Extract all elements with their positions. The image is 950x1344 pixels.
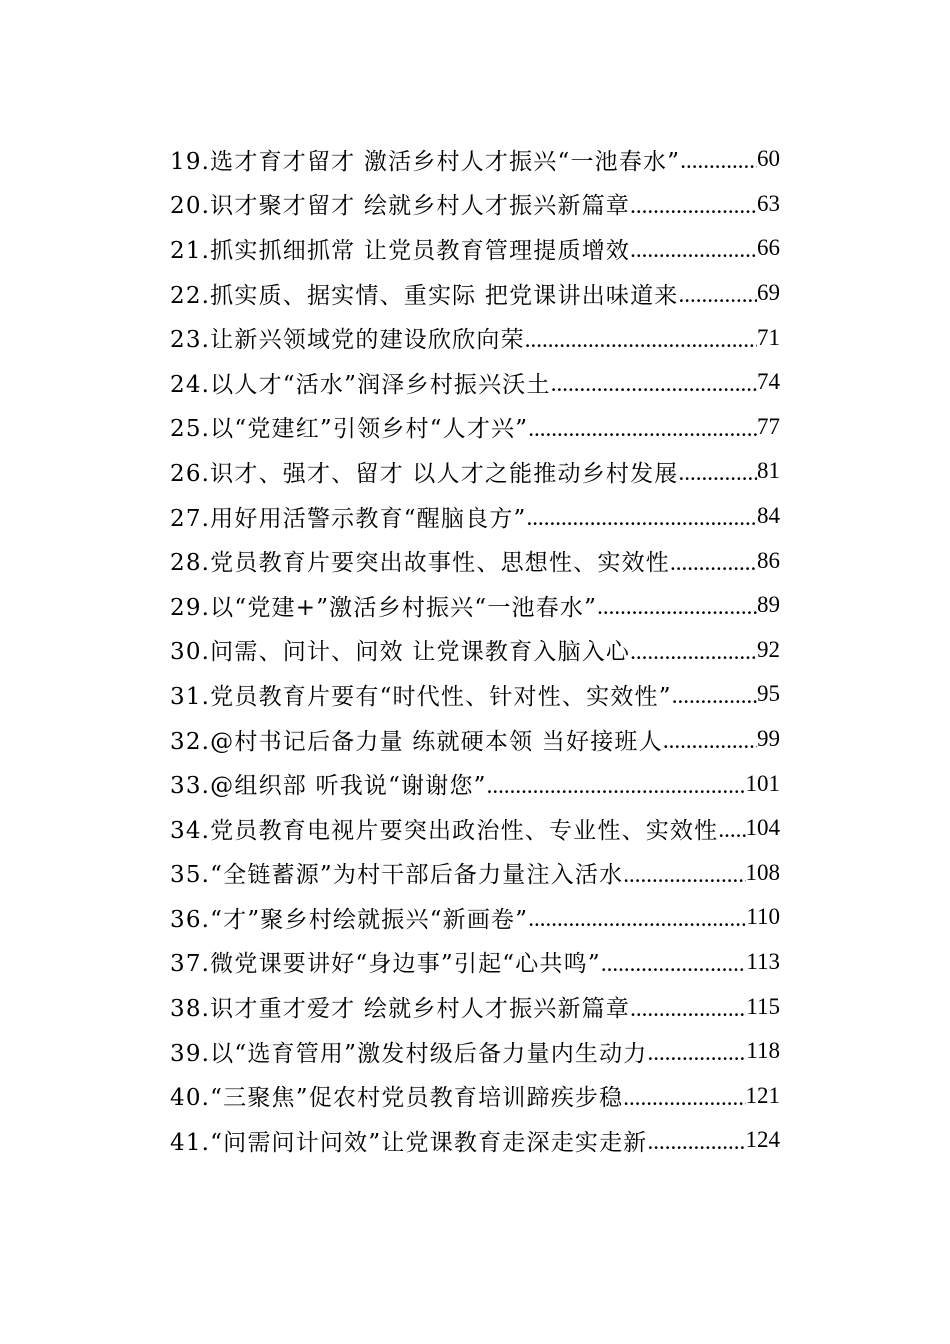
toc-dot-leader bbox=[630, 996, 746, 1022]
toc-entry-title: 37.微党课要讲好“身边事”引起“心共鸣” bbox=[170, 951, 601, 978]
toc-entry[interactable] bbox=[170, 315, 780, 360]
toc-entry-title: 24.以人才“活水”润泽乡村振兴沃土 bbox=[170, 371, 551, 398]
toc-entry[interactable] bbox=[170, 984, 780, 1029]
toc-entry-page-number: 86 bbox=[757, 547, 780, 573]
toc-dot-leader bbox=[528, 906, 746, 932]
toc-dot-leader bbox=[663, 728, 757, 754]
toc-entry-page-number: 77 bbox=[757, 413, 780, 439]
toc-entry-title: 29.以“党建+”激活乡村振兴“一池春水” bbox=[170, 594, 598, 621]
toc-entry-title: 31.党员教育片要有“时代性、针对性、实效性” bbox=[170, 683, 672, 710]
toc-entry-title: 35.“全链蓄源”为村干部后备力量注入活水 bbox=[170, 862, 624, 889]
toc-entry-page-number: 66 bbox=[757, 235, 780, 261]
toc-entry-title: 23.让新兴领域党的建设欣欣向荣 bbox=[170, 327, 525, 354]
toc-entry[interactable] bbox=[170, 1073, 780, 1118]
toc-entry-page-number: 81 bbox=[757, 458, 780, 484]
toc-dot-leader bbox=[630, 237, 757, 263]
toc-entry-page-number: 115 bbox=[746, 993, 780, 1019]
toc-entry-title: 34.党员教育电视片要突出政治性、专业性、实效性 bbox=[170, 817, 719, 844]
toc-entry[interactable] bbox=[170, 851, 780, 896]
toc-dot-leader bbox=[679, 282, 758, 308]
toc-entry[interactable] bbox=[170, 1118, 780, 1163]
toc-entry[interactable] bbox=[170, 628, 780, 673]
toc-entry-page-number: 63 bbox=[757, 190, 780, 216]
toc-entry[interactable] bbox=[170, 360, 780, 405]
toc-entry-page-number: 118 bbox=[746, 1038, 780, 1064]
toc-entry-page-number: 110 bbox=[746, 904, 780, 930]
toc-entry-title: 22.抓实质、据实情、重实际 把党课讲出味道来 bbox=[170, 282, 679, 309]
toc-dot-leader bbox=[680, 148, 757, 174]
toc-entry-title: 27.用好用活警示教育“醒脑良方” bbox=[170, 505, 527, 532]
toc-entry[interactable] bbox=[170, 182, 780, 227]
toc-entry[interactable] bbox=[170, 672, 780, 717]
toc-entry-title: 41.“问需问计问效”让党课教育走深走实走新 bbox=[170, 1129, 648, 1156]
toc-dot-leader bbox=[551, 371, 757, 397]
toc-entry-page-number: 71 bbox=[757, 324, 780, 350]
toc-entry-page-number: 101 bbox=[745, 770, 780, 796]
toc-entry[interactable] bbox=[170, 494, 780, 539]
toc-dot-leader bbox=[679, 460, 758, 486]
toc-entry[interactable] bbox=[170, 405, 780, 450]
toc-entry-page-number: 95 bbox=[757, 681, 780, 707]
toc-dot-leader bbox=[525, 327, 757, 353]
toc-dot-leader bbox=[670, 550, 757, 576]
toc-entry-title: 20.识才聚才留才 绘就乡村人才振兴新篇章 bbox=[170, 193, 631, 220]
toc-entry[interactable] bbox=[170, 271, 780, 316]
toc-dot-leader bbox=[672, 683, 757, 709]
toc-entry[interactable] bbox=[170, 940, 780, 985]
toc-dot-leader bbox=[601, 951, 747, 977]
toc-entry-title: 26.识才、强才、留才 以人才之能推动乡村发展 bbox=[170, 460, 679, 487]
toc-entry-title: 28.党员教育片要突出故事性、思想性、实效性 bbox=[170, 550, 670, 577]
toc-entry-page-number: 113 bbox=[746, 948, 780, 974]
toc-entry-page-number: 92 bbox=[757, 636, 780, 662]
toc-entry[interactable] bbox=[170, 717, 780, 762]
toc-dot-leader bbox=[528, 416, 757, 442]
table-of-contents bbox=[170, 137, 780, 1163]
toc-dot-leader bbox=[630, 639, 757, 665]
toc-dot-leader bbox=[487, 773, 746, 799]
toc-dot-leader bbox=[630, 193, 757, 219]
toc-entry-page-number: 121 bbox=[745, 1082, 780, 1108]
toc-entry[interactable] bbox=[170, 226, 780, 271]
toc-entry-page-number: 104 bbox=[745, 815, 780, 841]
toc-dot-leader bbox=[597, 594, 757, 620]
toc-entry-title: 38.识才重才爱才 绘就乡村人才振兴新篇章 bbox=[170, 996, 631, 1023]
toc-entry[interactable] bbox=[170, 538, 780, 583]
toc-entry[interactable] bbox=[170, 895, 780, 940]
toc-entry[interactable] bbox=[170, 806, 780, 851]
toc-entry[interactable] bbox=[170, 1029, 780, 1074]
toc-dot-leader bbox=[623, 862, 745, 888]
toc-entry-title: 30.问需、问计、问效 让党课教育入脑入心 bbox=[170, 639, 631, 666]
toc-entry[interactable] bbox=[170, 583, 780, 628]
toc-dot-leader bbox=[623, 1085, 745, 1111]
toc-entry-title: 39.以“选育管用”激发村级后备力量内生动力 bbox=[170, 1040, 648, 1067]
toc-entry-page-number: 69 bbox=[757, 280, 780, 306]
toc-entry-page-number: 60 bbox=[757, 146, 780, 172]
toc-entry-title: 21.抓实抓细抓常 让党员教育管理提质增效 bbox=[170, 237, 631, 264]
toc-entry[interactable] bbox=[170, 137, 780, 182]
toc-entry[interactable] bbox=[170, 449, 780, 494]
toc-dot-leader bbox=[527, 505, 758, 531]
toc-entry-page-number: 74 bbox=[757, 369, 780, 395]
toc-entry-title: 33.@组织部 听我说“谢谢您” bbox=[170, 773, 487, 800]
toc-entry-title: 25.以“党建红”引领乡村“人才兴” bbox=[170, 416, 529, 443]
toc-dot-leader bbox=[718, 817, 745, 843]
toc-entry-page-number: 84 bbox=[757, 503, 780, 529]
toc-entry-title: 32.@村书记后备力量 练就硬本领 当好接班人 bbox=[170, 728, 663, 755]
toc-entry-title: 19.选才育才留才 激活乡村人才振兴“一池春水” bbox=[170, 148, 681, 175]
toc-entry[interactable] bbox=[170, 761, 780, 806]
toc-entry-page-number: 124 bbox=[745, 1127, 780, 1153]
toc-entry-page-number: 89 bbox=[757, 592, 780, 618]
toc-dot-leader bbox=[648, 1129, 746, 1155]
toc-entry-page-number: 99 bbox=[757, 726, 780, 752]
toc-entry-title: 36.“才”聚乡村绘就振兴“新画卷” bbox=[170, 906, 529, 933]
toc-dot-leader bbox=[648, 1040, 747, 1066]
toc-entry-page-number: 108 bbox=[745, 859, 780, 885]
toc-entry-title: 40.“三聚焦”促农村党员教育培训蹄疾步稳 bbox=[170, 1085, 624, 1112]
